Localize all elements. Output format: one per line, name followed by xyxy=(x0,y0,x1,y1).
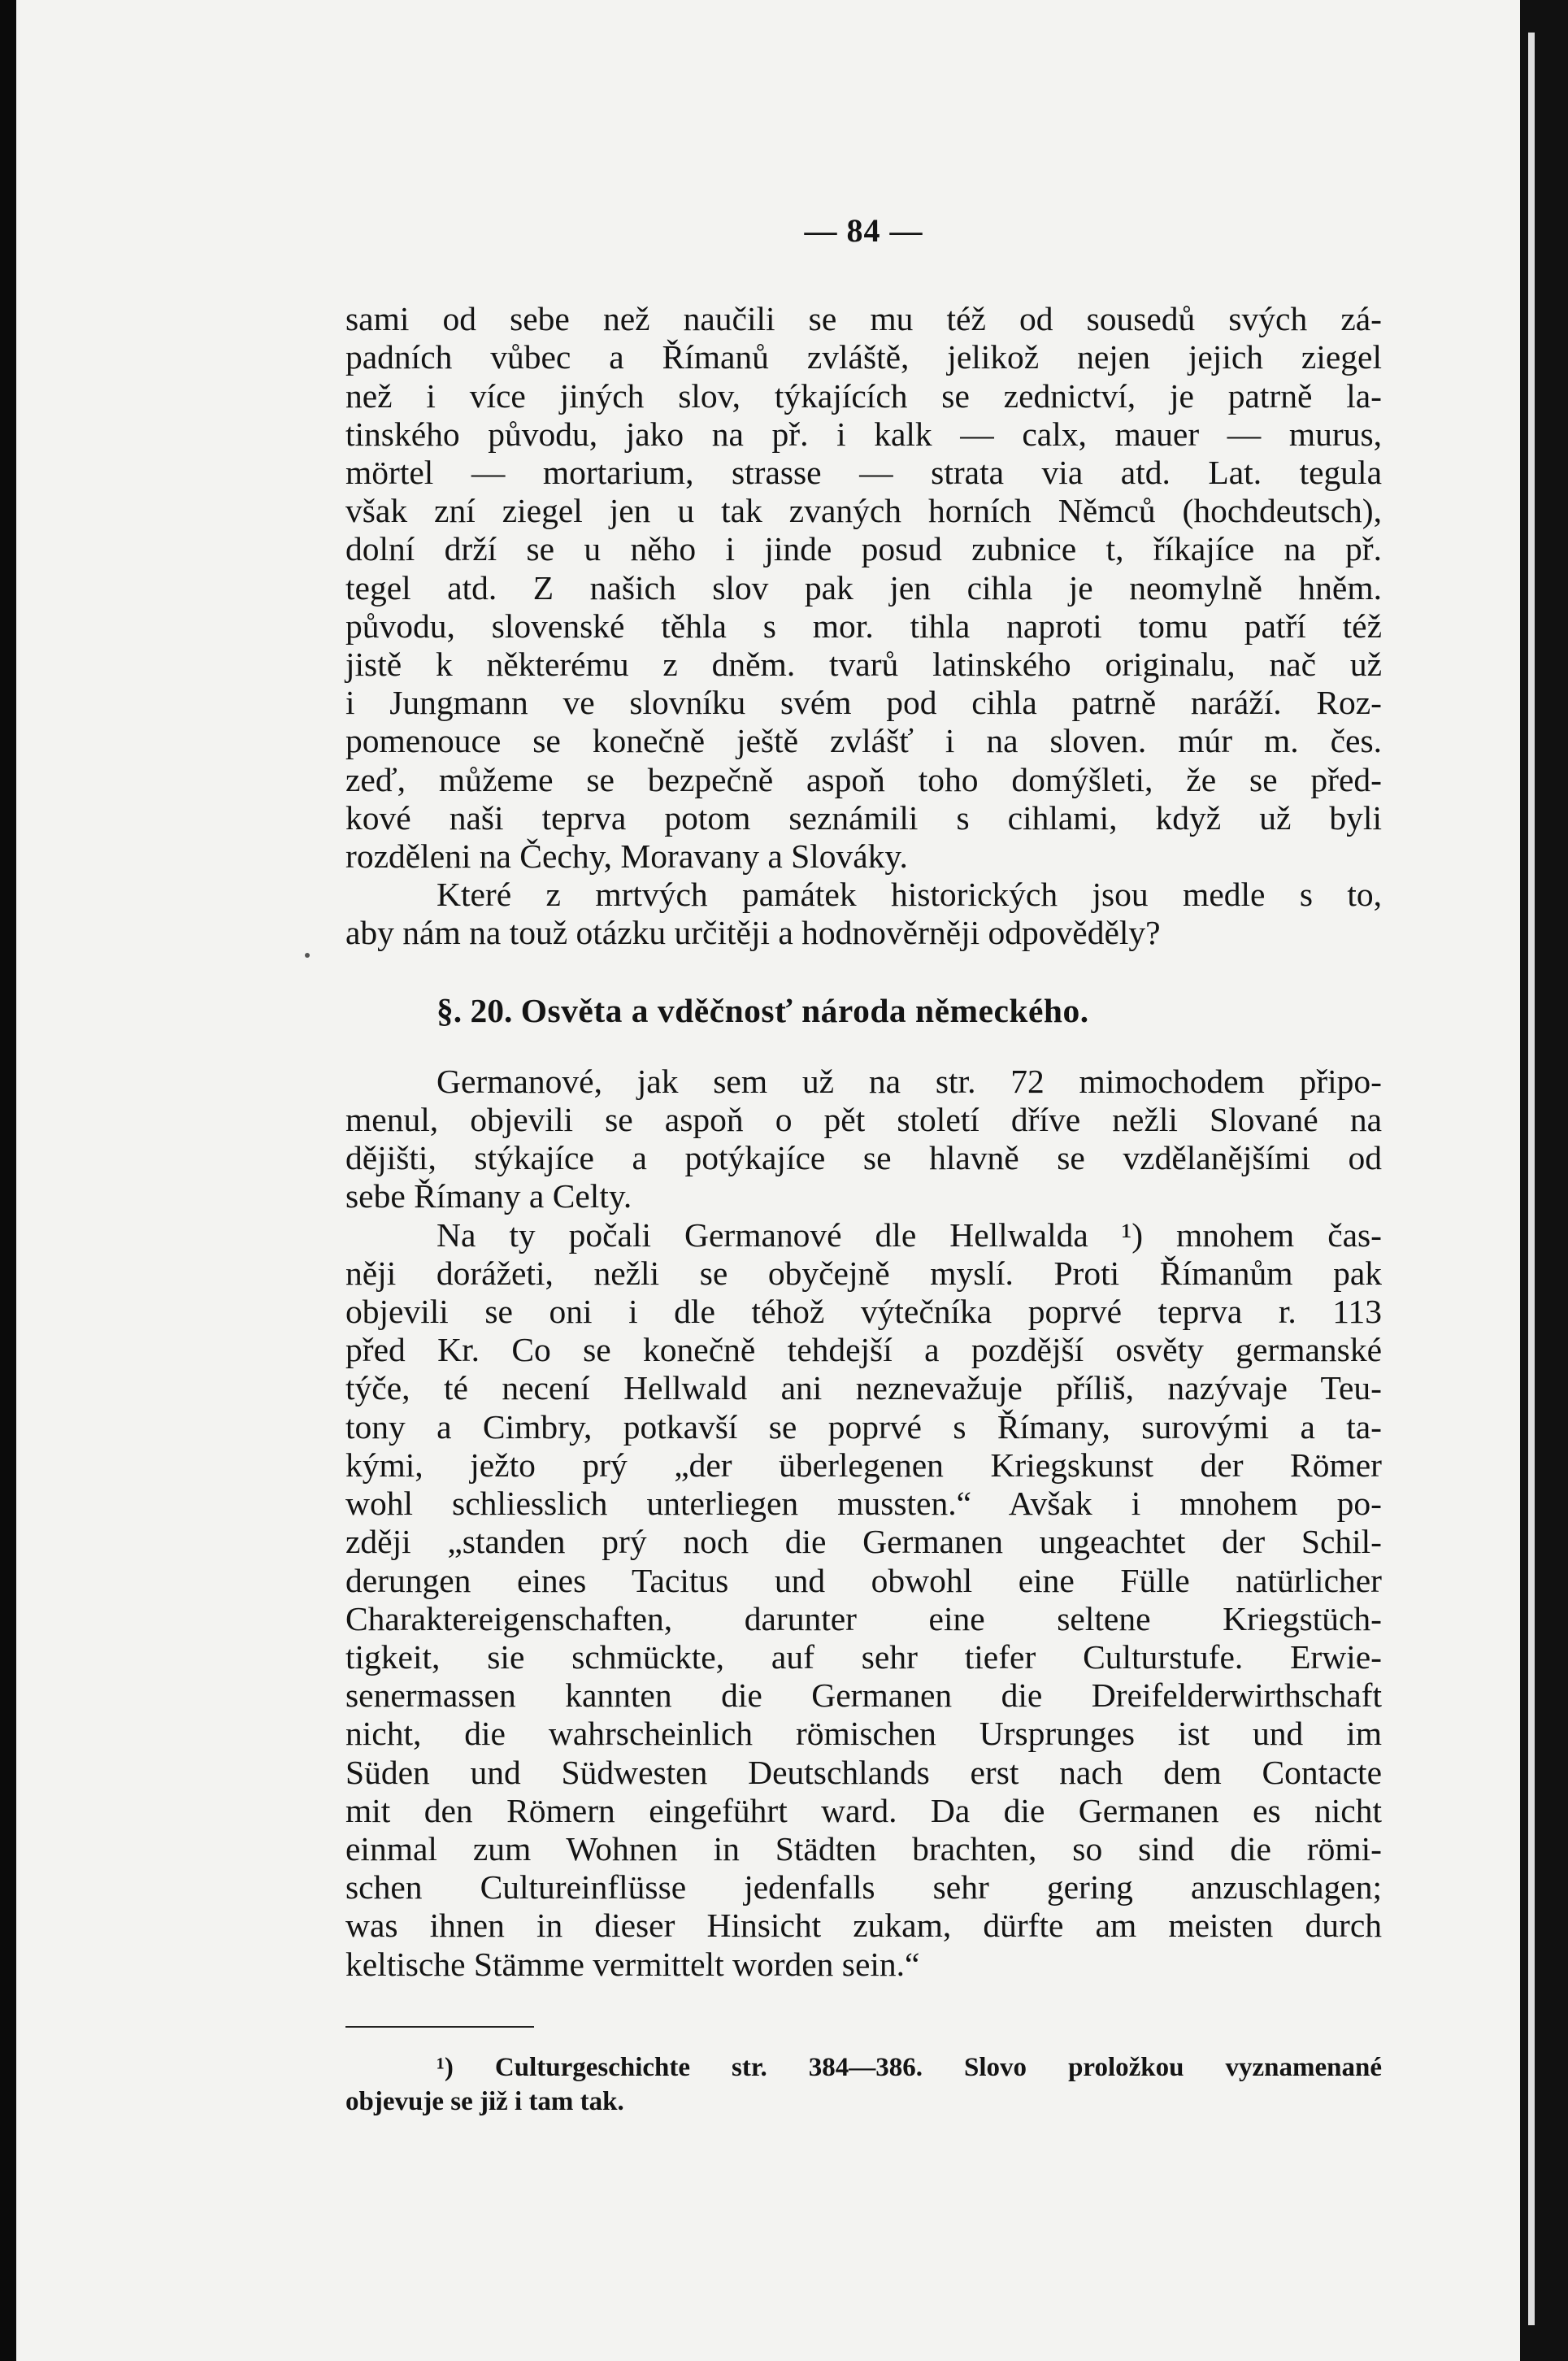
text-line: wohl schliesslich unterliegen mussten.“ Avšak i mnohem po- xyxy=(345,1485,1382,1523)
text-line: sebe Římany a Celty. xyxy=(345,1177,632,1215)
text-line: keltische Stämme vermittelt worden sein.“ xyxy=(345,1945,920,1983)
scan-border xyxy=(1520,0,1568,2361)
text-line: sami od sebe než naučili se mu též od sousedů svých zá- xyxy=(345,300,1382,338)
text-line: než i více jiných slov, týkajících se zednictví, je patrně la- xyxy=(345,376,1382,415)
text-line: původu, slovenské těhla s mor. tihla naproti tomu patří též xyxy=(345,607,1382,645)
text-line: jistě k některému z dněm. tvarů latinského originalu, nač už xyxy=(345,646,1382,684)
text-line: kými, ježto prý „der überlegenen Kriegskunst der Römer xyxy=(345,1446,1382,1484)
section-title: Osvěta a vděčnosť národa německého. xyxy=(520,991,1089,1029)
paragraph-2 xyxy=(345,876,1382,952)
text-line: tinského původu, jako na př. i kalk — calx, mauer — murus, xyxy=(345,415,1382,453)
footnote xyxy=(345,2050,1382,2119)
text-line: tigkeit, sie schmückte, auf sehr tiefer Culturstufe. Erwie- xyxy=(345,1637,1382,1676)
text-line: Na ty počali Germanové dle Hellwalda ¹) mnohem čas- xyxy=(437,1215,1382,1254)
text-line: něji dorážeti, nežli se obyčejně myslí. Proti Římanům pak xyxy=(345,1254,1382,1292)
text-line: i Jungmann ve slovníku svém pod cihla patrně naráží. Roz- xyxy=(345,684,1382,722)
section-number: §. 20. xyxy=(437,991,513,1029)
text-line: týče, té necení Hellwald ani neznevažuje příliš, nazývaje Teu- xyxy=(345,1369,1382,1407)
text-line: objevili se oni i dle téhož výtečníka poprvé teprva r. 113 xyxy=(345,1293,1382,1331)
text-line: Germanové, jak sem už na str. 72 mimochodem připo- xyxy=(437,1062,1382,1100)
section-heading xyxy=(345,992,1382,1030)
text-line: aby nám na touž otázku určitěji a hodnověrněji odpověděly? xyxy=(345,914,1161,952)
paragraph-3 xyxy=(345,1063,1382,1216)
footnote-line: objevuje se již i tam tak. xyxy=(345,2086,624,2116)
footnote-divider xyxy=(345,2026,534,2028)
text-line: mörtel — mortarium, strasse — strata via atd. Lat. tegula xyxy=(345,454,1382,492)
text-line: Süden und Südwesten Deutschlands erst nach dem Contacte xyxy=(345,1753,1382,1791)
text-line: einmal zum Wohnen in Städten brachten, so sind die römi- xyxy=(345,1829,1382,1867)
text-line: dolní drží se u něho i jinde posud zubnice t, říkajíce na př. xyxy=(345,530,1382,568)
text-line: was ihnen in dieser Hinsicht zukam, dürfte am meisten durch xyxy=(345,1907,1382,1945)
text-line: schen Cultureinflüsse jedenfalls sehr gering anzuschlagen; xyxy=(345,1868,1382,1907)
paragraph-4 xyxy=(345,1216,1382,1984)
text-line: Charaktereigenschaften, darunter eine seltene Kriegstüch- xyxy=(345,1599,1382,1637)
text-line: Které z mrtvých památek historických jsou medle s to, xyxy=(437,876,1382,914)
text-line: menul, objevili se aspoň o pět století dříve nežli Slované na xyxy=(345,1101,1382,1139)
text-line: nicht, die wahrscheinlich römischen Ursprunges ist und im xyxy=(345,1715,1382,1753)
text-line: dějišti, stýkajíce a potýkajíce se hlavně se vzdělanějšími od xyxy=(345,1139,1382,1177)
text-line: pomenouce se konečně ještě zvlášť i na sloven. múr m. čes. xyxy=(345,722,1382,760)
page-number: — 84 — xyxy=(804,212,923,249)
text-line: padních vůbec a Římanů zvláště, jelikož nejen jejich ziegel xyxy=(345,338,1382,376)
text-line: kové naši teprva potom seznámili s cihlami, když už byli xyxy=(345,798,1382,837)
text-line: mit den Römern eingeführt ward. Da die Germanen es nicht xyxy=(345,1791,1382,1829)
text-line: senermassen kannten die Germanen die Dreifelderwirthschaft xyxy=(345,1676,1382,1715)
text-line: před Kr. Co se konečně tehdejší a pozdější osvěty germanské xyxy=(345,1331,1382,1369)
footnote-line: ¹) Culturgeschichte str. 384—386. Slovo proložkou vyznamenané xyxy=(437,2052,1382,2082)
text-line: zději „standen prý noch die Germanen ungeachtet der Schil- xyxy=(345,1523,1382,1561)
text-line: rozděleni na Čechy, Moravany a Slováky. xyxy=(345,837,908,876)
scan-speck xyxy=(305,953,310,958)
text-line: zeď, můžeme se bezpečně aspoň toho domýšleti, že se před- xyxy=(345,760,1382,798)
text-line: derungen eines Tacitus und obwohl eine Fülle natürlicher xyxy=(345,1561,1382,1599)
text-line: tony a Cimbry, potkavší se poprvé s Římany, surovými a ta- xyxy=(345,1407,1382,1446)
page-content xyxy=(345,211,1382,2119)
page-edge xyxy=(1528,33,1535,2325)
paragraph-1 xyxy=(345,300,1382,876)
text-line: však zní ziegel jen u tak zvaných horních Němců (hochdeutsch), xyxy=(345,492,1382,530)
text-line: tegel atd. Z našich slov pak jen cihla je neomylně hněm. xyxy=(345,568,1382,607)
